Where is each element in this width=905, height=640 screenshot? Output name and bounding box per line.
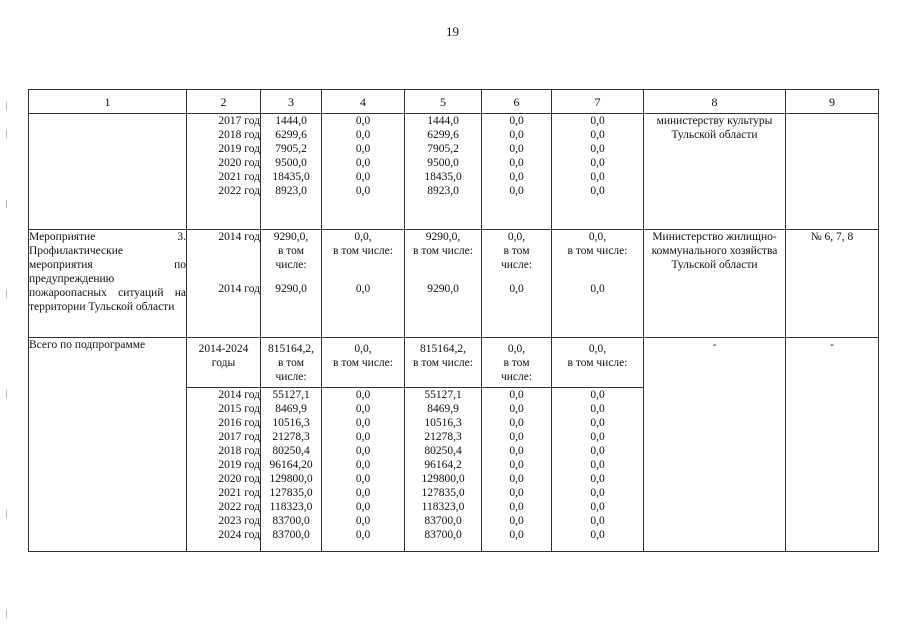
years-cell: 2014 год 2014 год — [187, 230, 261, 338]
page-number: 19 — [446, 24, 459, 39]
col-header-8: 8 — [644, 90, 786, 114]
col7-values: 0,0, в том числе: 0,0 — [552, 230, 644, 338]
col-header-4: 4 — [322, 90, 405, 114]
executor-cell: министерству культуры Тульской области — [644, 114, 786, 230]
column-numbers-row — [29, 90, 879, 114]
col-header-6: 6 — [482, 90, 552, 114]
measure-name-cell: Мероприятие 3. Профилактические мероприятия по предупреждению пожароопасных ситуаций на территории Тульской области — [29, 230, 187, 338]
col4-values: 0,0 0,0 0,0 0,0 0,0 0,0 — [322, 114, 405, 230]
total-name-cell: Всего по подпрограмме — [29, 338, 187, 552]
col4-values: 0,0, в том числе: 0,0 — [322, 230, 405, 338]
col5-values: 1444,0 6299,6 7905,2 9500,0 18435,0 8923,0 — [405, 114, 482, 230]
budget-table — [28, 89, 879, 552]
col3-values: 1444,0 6299,6 7905,2 9500,0 18435,0 8923,0 — [261, 114, 322, 230]
executor-cell: - — [644, 338, 786, 552]
col6-values: 0,0, в том числе: 0,0 — [482, 230, 552, 338]
years-cell: 2014 год 2015 год 2016 год 2017 год 2018 год 2019 год 2020 год 2021 год 2022 год 2023 год 2024 год — [187, 388, 261, 552]
col5-total: 815164,2, в том числе: — [405, 338, 482, 388]
col7-values: 0,0 0,0 0,0 0,0 0,0 0,0 — [552, 114, 644, 230]
col-header-3: 3 — [261, 90, 322, 114]
years-cell: 2017 год 2018 год 2019 год 2020 год 2021 год 2022 год — [187, 114, 261, 230]
table-row — [29, 114, 879, 230]
col-header-7: 7 — [552, 90, 644, 114]
col7-values: 0,0 0,0 0,0 0,0 0,0 0,0 0,0 0,0 0,0 0,0 0,0 — [552, 388, 644, 552]
period-cell: 2014-2024 годы — [187, 338, 261, 388]
col7-total: 0,0, в том числе: — [552, 338, 644, 388]
table-row — [29, 338, 879, 388]
col3-values: 9290,0, в том числе: 9290,0 — [261, 230, 322, 338]
col5-values: 55127,1 8469,9 10516,3 21278,3 80250,4 96164,2 129800,0 127835,0 118323,0 83700,0 83700,0 — [405, 388, 482, 552]
empty-indicators-cell — [786, 114, 879, 230]
col6-total: 0,0, в том числе: — [482, 338, 552, 388]
col-header-5: 5 — [405, 90, 482, 114]
indicators-cell: № 6, 7, 8 — [786, 230, 879, 338]
col6-values: 0,0 0,0 0,0 0,0 0,0 0,0 — [482, 114, 552, 230]
table-row — [29, 230, 879, 338]
indicators-cell: - — [786, 338, 879, 552]
col6-values: 0,0 0,0 0,0 0,0 0,0 0,0 0,0 0,0 0,0 0,0 0,0 — [482, 388, 552, 552]
col4-total: 0,0, в том числе: — [322, 338, 405, 388]
col4-values: 0,0 0,0 0,0 0,0 0,0 0,0 0,0 0,0 0,0 0,0 0,0 — [322, 388, 405, 552]
col-header-2: 2 — [187, 90, 261, 114]
col3-values: 55127,1 8469,9 10516,3 21278,3 80250,4 96164,20 129800,0 127835,0 118323,0 83700,0 83700,0 — [261, 388, 322, 552]
col-header-1: 1 — [29, 90, 187, 114]
executor-cell: Министерство жилищно-коммунального хозяйства Тульской области — [644, 230, 786, 338]
col3-total: 815164,2, в том числе: — [261, 338, 322, 388]
empty-name-cell — [29, 114, 187, 230]
col5-values: 9290,0, в том числе: 9290,0 — [405, 230, 482, 338]
scan-margin-marks — [6, 90, 8, 630]
col-header-9: 9 — [786, 90, 879, 114]
